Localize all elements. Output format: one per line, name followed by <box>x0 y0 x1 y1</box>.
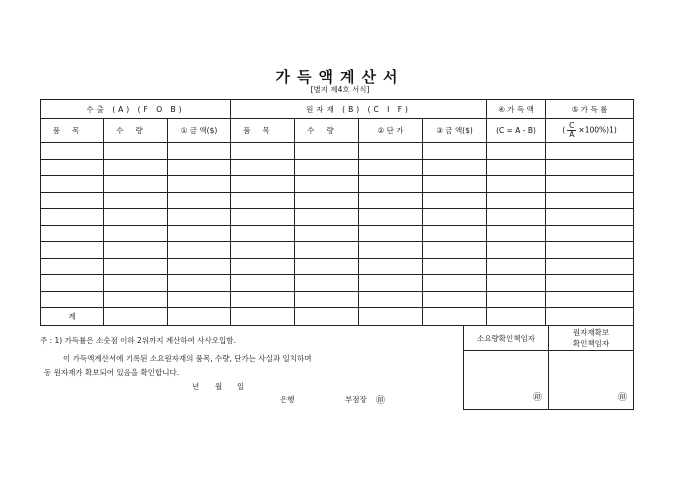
note-1: 주 : 1) 가득률은 소숫점 이하 2위까지 계산하여 사사오입함. <box>40 336 236 345</box>
seal-mark: ㊞ <box>376 396 386 406</box>
table-row <box>41 242 634 259</box>
quantity-officer-sign-cell[interactable] <box>464 351 549 410</box>
export-amount-header: ① 금 액($) <box>168 119 231 143</box>
material-officer-header <box>549 326 634 351</box>
net-rate-numerator: C <box>569 121 575 130</box>
quantity-officer-header: 소요량확인책임자 <box>464 326 549 351</box>
table-row <box>41 159 634 176</box>
total-label: 계 <box>41 308 104 326</box>
table-row <box>41 209 634 226</box>
table-row <box>41 291 634 308</box>
net-rate-tail: ×100%)1) <box>578 125 617 135</box>
confirm-line-2: 동 원자재가 확보되어 있음을 확인합니다. <box>44 368 180 377</box>
table-row <box>41 176 634 193</box>
table-row <box>41 225 634 242</box>
export-qty-header: 수량 <box>104 119 168 143</box>
net-amount-header: ④ 가 득 액 <box>487 100 546 119</box>
export-group-header <box>41 100 231 119</box>
table-row <box>41 143 634 160</box>
material-unit-price-header: ② 단 가 <box>359 119 423 143</box>
total-row <box>41 308 634 326</box>
table-row <box>41 275 634 292</box>
seal-mark: ㊞ <box>617 393 627 403</box>
document-title: 가득액계산서 <box>275 68 405 86</box>
material-group-header <box>231 100 487 119</box>
material-officer-header-line2: 확인책임자 <box>572 339 610 348</box>
material-qty-header: 수량 <box>295 119 359 143</box>
net-rate-fraction <box>567 122 576 139</box>
calculation-table <box>40 99 634 326</box>
net-rate-open-paren: ( <box>562 125 566 135</box>
export-group-label: 수출 (A) (F O B) <box>86 104 185 114</box>
export-item-header: 품목 <box>41 119 104 143</box>
confirm-line-1: 이 가득액계산서에 기록된 소요원자재의 품목, 수량, 단가는 사실과 일치하며 <box>63 354 312 363</box>
table-row <box>41 258 634 275</box>
material-amount-header: ③ 금 액($) <box>423 119 487 143</box>
net-rate-denominator: A <box>569 130 575 139</box>
bank-label: 은행 <box>280 395 295 404</box>
table-row <box>41 192 634 209</box>
form-number: [별지 제4호 서식] <box>310 85 370 94</box>
signature-box <box>463 325 634 410</box>
net-rate-header: ⑤ 가 득 률 <box>546 100 634 119</box>
material-officer-sign-cell[interactable] <box>549 351 634 410</box>
material-item-header: 품목 <box>231 119 295 143</box>
seal-mark: ㊞ <box>532 393 542 403</box>
material-officer-header-line1: 원자재확보 <box>572 328 610 337</box>
date-day: 일 <box>237 382 245 391</box>
date-year: 년 <box>192 382 200 391</box>
material-group-label: 원자재 (B) (C I F) <box>306 104 411 114</box>
branch-manager-label: 부점장 <box>345 395 367 404</box>
date-month: 월 <box>215 382 223 391</box>
net-rate-formula <box>546 119 634 143</box>
net-amount-formula: (C = A - B) <box>487 119 546 143</box>
